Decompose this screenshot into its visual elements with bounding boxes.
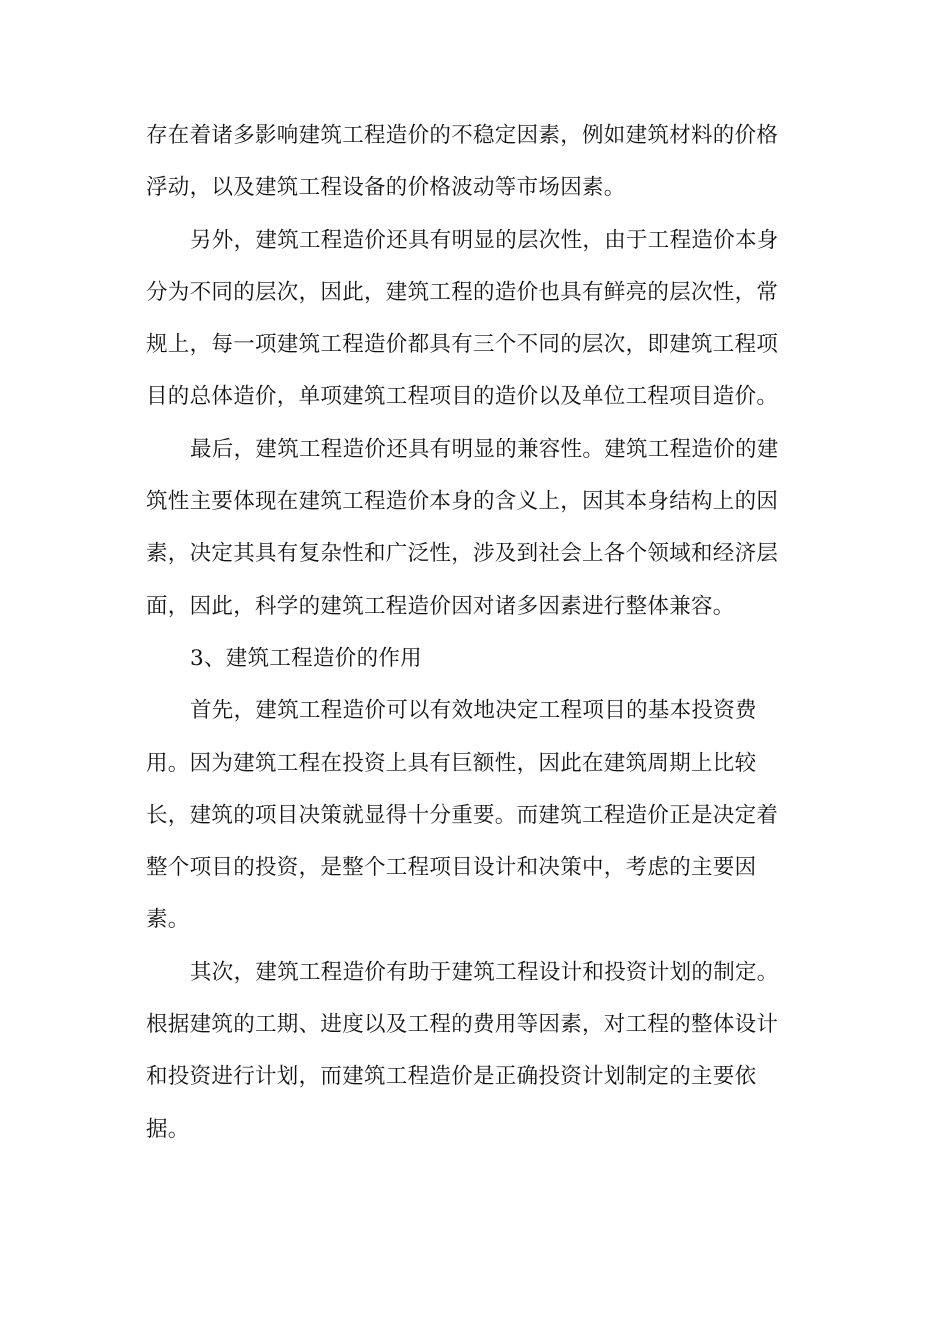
text-line-10: 面，因此，科学的建筑工程造价因对诸多因素进行整体兼容。 bbox=[146, 593, 735, 619]
text-line-3: 另外，建筑工程造价还具有明显的层次性，由于工程造价本身 bbox=[190, 227, 779, 253]
text-line-17: 其次，建筑工程造价有助于建筑工程设计和投资计划的制定。 bbox=[190, 959, 779, 985]
text-line-19: 和投资进行计划，而建筑工程造价是正确投资计划制定的主要依 bbox=[146, 1064, 757, 1090]
document-body bbox=[146, 110, 806, 1156]
text-line-12: 首先，建筑工程造价可以有效地决定工程项目的基本投资费 bbox=[190, 698, 757, 724]
text-line-1: 存在着诸多影响建筑工程造价的不稳定因素，例如建筑材料的价格 bbox=[146, 123, 779, 148]
text-line-15: 整个项目的投资，是整个工程项目设计和决策中，考虑的主要因 bbox=[146, 855, 757, 881]
text-line-13: 用。因为建筑工程在投资上具有巨额性，因此在建筑周期上比较 bbox=[146, 750, 757, 776]
text-line-16: 素。 bbox=[146, 907, 190, 933]
text-line-8: 筑性主要体现在建筑工程造价本身的含义上，因其本身结构上的因 bbox=[146, 489, 779, 515]
text-line-4: 分为不同的层次，因此，建筑工程的造价也具有鲜亮的层次性，常 bbox=[146, 279, 779, 305]
section-heading: 3、建筑工程造价的作用 bbox=[190, 645, 422, 671]
text-line-2: 浮动，以及建筑工程设备的价格波动等市场因素。 bbox=[146, 175, 626, 201]
text-line-18: 根据建筑的工期、进度以及工程的费用等因素，对工程的整体设计 bbox=[146, 1012, 779, 1038]
text-line-7: 最后，建筑工程造价还具有明显的兼容性。建筑工程造价的建 bbox=[190, 436, 779, 462]
text-line-14: 长，建筑的项目决策就显得十分重要。而建筑工程造价正是决定着 bbox=[146, 802, 779, 828]
text-line-6: 目的总体造价，单项建筑工程项目的造价以及单位工程项目造价。 bbox=[146, 384, 779, 410]
text-line-9: 素，决定其具有复杂性和广泛性，涉及到社会上各个领域和经济层 bbox=[146, 541, 779, 567]
text-line-5: 规上，每一项建筑工程造价都具有三个不同的层次，即建筑工程项 bbox=[146, 332, 779, 358]
text-line-20: 据。 bbox=[146, 1116, 190, 1142]
